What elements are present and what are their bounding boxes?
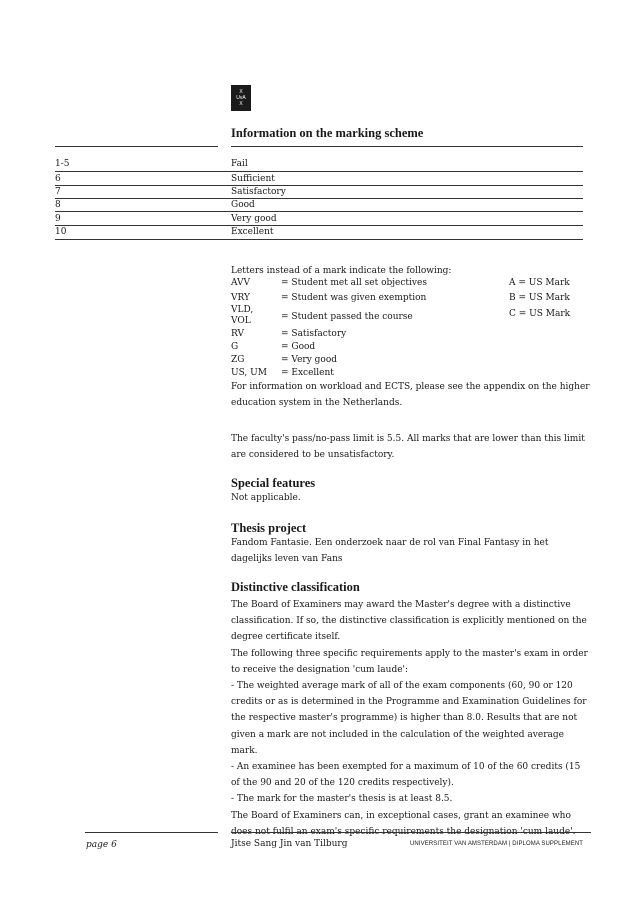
special-features-heading: Special features [231, 476, 316, 490]
table-rule [55, 171, 583, 172]
letter-code: G [231, 342, 239, 352]
mark-code: 7 [55, 187, 61, 197]
mark-code: 10 [55, 227, 67, 237]
letter-meaning: = Student was given exemption [281, 293, 427, 303]
letter-code: VRY [231, 293, 250, 303]
institution-label: UNIVERSITEIT VAN AMSTERDAM | DIPLOMA SUPPLEMENT [410, 841, 584, 847]
table-rule [55, 211, 583, 212]
logo-mark-middle: UvA [236, 95, 246, 101]
distinctive-para-2: The following three specific requirements apply to the master's exam in order to receive the designation 'cum laude': [231, 648, 588, 675]
letter-meaning: = Student met all set objectives [281, 278, 427, 288]
letter-code: AVV [231, 278, 251, 288]
university-logo [231, 85, 251, 111]
mark-code: 6 [55, 174, 61, 184]
mark-label: Excellent [231, 227, 274, 237]
student-name: Jitse Sang Jin van Tilburg [231, 839, 348, 849]
distinctive-heading: Distinctive classification [231, 580, 360, 594]
mark-label: Fail [231, 159, 248, 169]
letter-meaning: = Excellent [281, 368, 334, 378]
letter-code: ZG [231, 355, 245, 365]
table-rule-bottom [55, 239, 583, 240]
us-mark-note: A = US Mark [509, 278, 570, 288]
table-rule-top-left [55, 146, 218, 147]
letter-code: US, UM [231, 368, 267, 378]
distinctive-bullet-3: - The mark for the master's thesis is at least 8.5. [231, 794, 453, 805]
letter-code: VLD, VOL [231, 305, 254, 326]
distinctive-text [231, 597, 591, 840]
workload-note: For information on workload and ECTS, please see the appendix on the higher education system in the Netherlands. [231, 382, 590, 408]
special-features-text: Not applicable. [231, 493, 301, 503]
distinctive-bullet-2: - An examinee has been exempted for a maximum of 10 of the 60 credits (15 of the 90 and 20 of the 120 credits respectively). [231, 762, 581, 789]
footer-rule-left [85, 832, 218, 833]
page-number: page 6 [86, 840, 117, 850]
table-row [55, 158, 583, 171]
logo-mark-top: X [239, 89, 243, 95]
table-rule-top-right [231, 146, 583, 147]
letter-meaning: = Student passed the course [281, 312, 413, 322]
distinctive-para-3: The Board of Examiners can, in exceptional cases, grant an examinee who does not fulfil an exam's specific requirements the designation 'cum laude'. [231, 810, 576, 837]
mark-code: 8 [55, 200, 61, 210]
letter-meaning: = Good [281, 342, 316, 352]
letter-meaning: = Satisfactory [281, 329, 347, 339]
pass-limit-note: The faculty's pass/no-pass limit is 5.5. All marks that are lower than this limit are considered to be unsatisfactory. [231, 434, 585, 460]
thesis-title: Fandom Fantasie. Een onderzoek naar de rol van Final Fantasy in het dagelijks leven van Fans [231, 538, 549, 564]
letter-code: RV [231, 329, 244, 339]
mark-code: 1-5 [55, 159, 70, 169]
distinctive-para-1: The Board of Examiners may award the Master's degree with a distinctive classification. If so, the distinctive classification is explicitly mentioned on the degree certificate itself. [231, 600, 587, 643]
us-mark-note: C = US Mark [509, 309, 571, 319]
footer-rule-right [231, 832, 591, 833]
logo-mark-bottom: X [239, 101, 243, 107]
us-mark-note: B = US Mark [509, 293, 570, 303]
mark-label: Sufficient [231, 174, 275, 184]
mark-label: Satisfactory [231, 187, 286, 197]
marking-scheme-heading: Information on the marking scheme [231, 126, 424, 140]
mark-code: 9 [55, 214, 61, 224]
mark-label: Very good [231, 214, 277, 224]
distinctive-bullet-1: - The weighted average mark of all of the exam components (60, 90 or 120 credits or as is determined in the Programme and Examination Guidelines for the respective master's programme) is higher than 8.0. Results that are not given a mark are not included in the calculation of the weighted average mark. [231, 681, 587, 756]
table-row [55, 226, 583, 239]
thesis-heading: Thesis project [231, 521, 307, 535]
mark-label: Good [231, 200, 255, 210]
letter-meaning: = Very good [281, 355, 338, 365]
letters-intro: Letters instead of a mark indicate the following: [231, 266, 452, 276]
